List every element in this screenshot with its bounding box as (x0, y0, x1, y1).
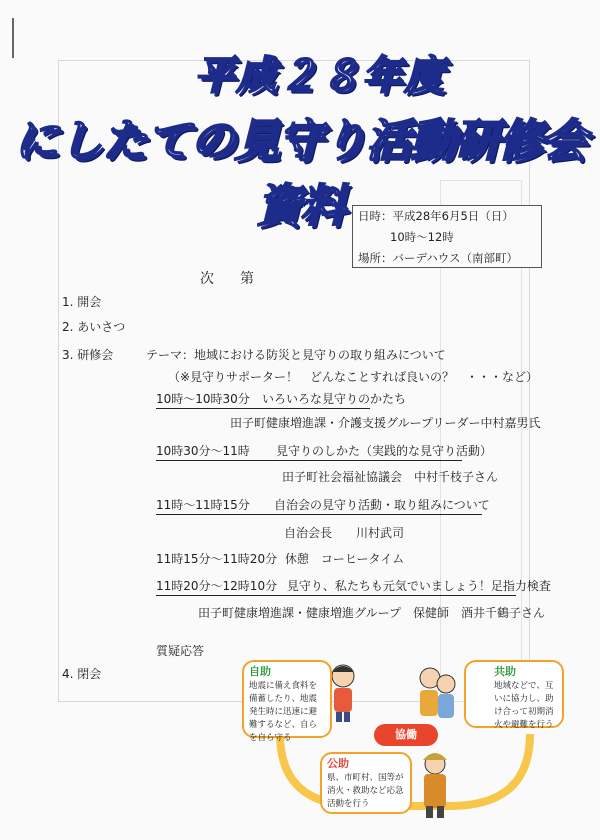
agenda-item-3: 3. 研修会 (62, 348, 114, 362)
public-help-box (320, 752, 412, 814)
public-help-text: 県、市町村、国等が消火・救助など応急活動を行う (327, 773, 404, 809)
child-figure-icon (332, 665, 354, 722)
schedule-topic: 見守りのしかた（実践的な見守り活動） (276, 444, 493, 458)
schedule-time: 11時～11時15分 (156, 498, 250, 512)
mutual-help-text: 地域などで、互いに協力し、助け合って初期消火や避難を行う (494, 681, 554, 730)
schedule-row (156, 442, 493, 461)
schedule-topic: いろいろな見守りのかたち (262, 392, 407, 406)
info-time: 10時～12時 (390, 230, 454, 244)
schedule-time: 11時20分～12時10分 (156, 579, 278, 593)
schedule-row (156, 496, 490, 515)
agenda-item-2: 2. あいさつ (62, 320, 126, 334)
agenda-item-4: 4. 閉会 (62, 667, 102, 681)
title-line-2: にしたての見守り活動研修会資料 (13, 114, 586, 232)
info-place: 場所：バーデハウス（南部町） (358, 251, 518, 265)
info-box (352, 205, 542, 268)
schedule-speaker: 自治会長 川村武司 (284, 526, 405, 540)
mutual-help-title: 共助 (494, 665, 516, 678)
schedule-topic: 自治会の見守り活動・取り組みについて (274, 498, 490, 512)
schedule-row (156, 550, 404, 567)
self-help-title: 自助 (249, 665, 271, 678)
schedule-speaker: 田子町健康増進課・健康増進グループ 保健師 酒井千鶴子さん (198, 606, 546, 620)
info-date: 日時：平成28年6月5日（日） (358, 209, 514, 223)
mutual-help-box (464, 660, 564, 728)
mutual-help-illustration (240, 656, 570, 836)
self-help-text: 地震に備え食料を備蓄したり、地震発生時に迅速に避難するなど、自らを自ら守る (249, 681, 318, 743)
schedule-row (156, 577, 551, 596)
schedule-row (156, 390, 407, 409)
public-help-title: 公助 (327, 757, 349, 770)
title-line-1: 平成２８年度 (194, 53, 446, 99)
collaboration-badge: 協働 (374, 724, 438, 746)
schedule-topic: 見守り、私たちも元気でいましょう！足指力検査 (286, 579, 551, 593)
self-help-box (242, 660, 332, 743)
agenda-item-1: 1. 開会 (62, 295, 102, 309)
schedule-time: 10時～10時30分 (156, 392, 250, 406)
theme-text: テーマ：地域における防災と見守りの取り組みについて (146, 348, 446, 362)
schedule-speaker: 田子町社会福祉協議会 中村千枝子さん (282, 470, 499, 484)
qa-label: 質疑応答 (156, 644, 205, 658)
helper-figure-icon (420, 668, 455, 718)
schedule-topic: 休憩 コーヒータイム (284, 552, 405, 566)
schedule-time: 10時30分～11時 (156, 444, 250, 458)
theme-note: （※見守りサポーター！ どんなことすれば良いの？ ・・・など） (168, 370, 539, 384)
schedule-speaker: 田子町健康増進課・介護支援グループリーダー中村嘉男氏 (230, 416, 541, 430)
schedule-time: 11時15分～11時20分 (156, 552, 278, 566)
section-heading: 次第 (200, 271, 280, 287)
